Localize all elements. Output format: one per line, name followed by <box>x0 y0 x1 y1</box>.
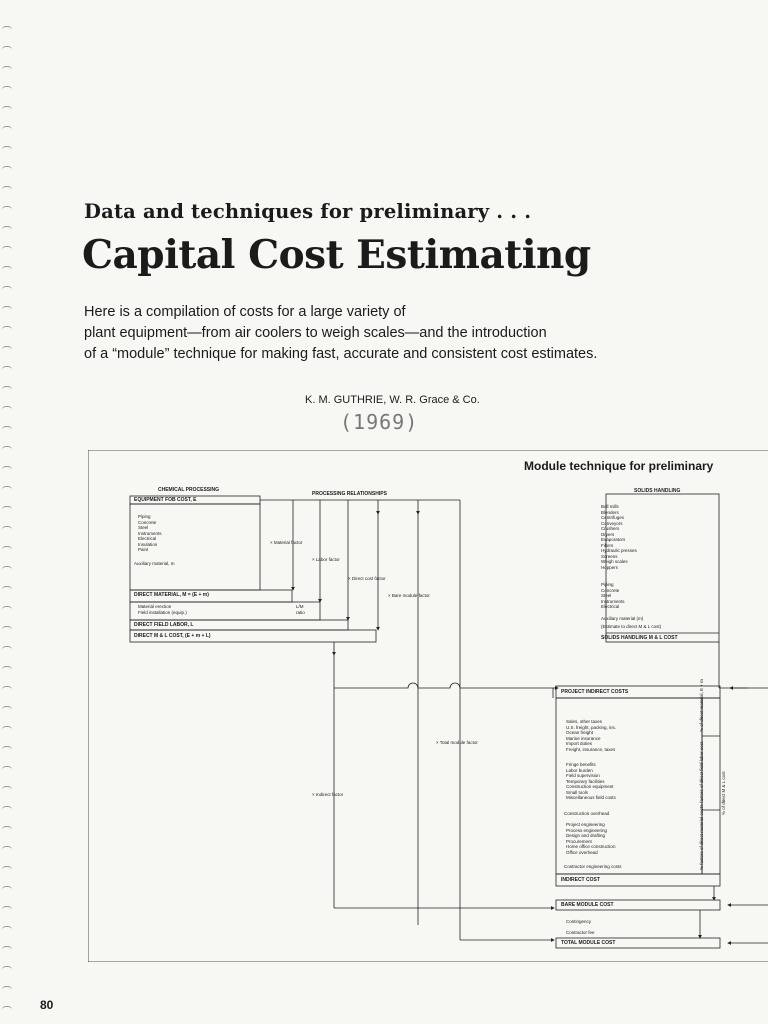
solids-item: Conveyors <box>601 520 623 526</box>
equipment-item: Instruments <box>138 530 162 536</box>
indirect-item: Temporary facilities <box>566 778 605 784</box>
indirect-item: Import duties <box>566 741 593 746</box>
indirect-item: Procurement <box>566 838 592 844</box>
article-title: Capital Cost Estimating <box>82 232 591 278</box>
intro-line: Here is a compilation of costs for a large variety of <box>84 304 406 320</box>
solids-item: Piping <box>601 582 614 587</box>
bare-module-factor-label: × Bare module factor <box>388 593 430 598</box>
solids-item: Evaporators <box>601 537 626 542</box>
solids-items-2 <box>601 582 625 610</box>
page-number: 80 <box>40 998 54 1012</box>
equipment-item: Concrete <box>138 519 157 525</box>
solids-item: Concrete <box>601 587 620 593</box>
indirect-item: Construction equipment <box>566 784 614 789</box>
indirect-group-3 <box>566 822 615 855</box>
indirect-item: Field supervision <box>566 773 600 778</box>
intro-line: of a “module” technique for making fast, accurate and consistent cost estimates. <box>84 346 598 362</box>
solids-items <box>601 504 637 570</box>
equipment-item: Steel <box>138 525 149 530</box>
bare-module-cost-label: BARE MODULE COST <box>561 902 614 908</box>
solids-item: Centrifuges <box>601 515 625 520</box>
contractor-fee-label: Contractor fee <box>566 930 595 935</box>
lm-ratio-line: L/M <box>296 604 304 609</box>
solids-estimate-label: (Estimate to direct M & L cost) <box>601 624 662 629</box>
indirect-item: Design and drafting <box>566 833 606 838</box>
auxiliary-material-label: Auxiliary material, m <box>134 561 175 566</box>
spiral-binding <box>0 0 18 1024</box>
indirect-item: Marine insurance <box>566 735 601 741</box>
article-kicker: Data and techniques for preliminary . . . <box>84 200 532 223</box>
article-authors: K. M. GUTHRIE, W. R. Grace & Co. <box>305 394 480 406</box>
handwritten-year: (1969) <box>340 410 419 434</box>
indirect-item: Project engineering <box>566 822 605 827</box>
equipment-item: Piping <box>138 514 151 519</box>
indirect-item: Freight, insurance, taxes <box>566 746 616 752</box>
solids-item: Steel <box>601 593 612 598</box>
intro-line: plant equipment—from air coolers to weigh scales—and the introduction <box>84 325 547 341</box>
direct-field-labor-label: DIRECT FIELD LABOR, L <box>134 622 194 628</box>
article-intro <box>84 302 704 365</box>
solids-item: Dryers <box>601 531 615 537</box>
equipment-item: Paint <box>138 547 149 552</box>
side-label: % factors of direct field labor cost <box>699 741 704 808</box>
solids-item: Electrical <box>601 604 620 609</box>
equipment-item: Insulation <box>138 541 158 547</box>
indirect-group-1 <box>566 719 616 752</box>
processing-relationships-heading: PROCESSING RELATIONSHIPS <box>312 491 387 497</box>
project-indirect-heading: PROJECT INDIRECT COSTS <box>561 689 629 695</box>
indirect-item: Sales, other taxes <box>566 719 603 724</box>
indirect-item: Ocean freight <box>566 730 594 735</box>
labor-factor-label: × Labor factor <box>312 557 340 562</box>
material-factor-label: × Material factor <box>270 540 303 545</box>
solids-item: Instruments <box>601 598 625 604</box>
indirect-item: Labor burden <box>566 767 593 773</box>
indirect-cost-label: INDIRECT COST <box>561 877 600 883</box>
module-technique-diagram <box>88 450 768 962</box>
solids-item: Hydraulic presses <box>601 548 637 553</box>
solids-item: Ball mills <box>601 504 619 509</box>
equipment-items <box>138 514 162 553</box>
indirect-group-2 <box>566 762 616 801</box>
solids-item: Hoppers <box>601 564 619 570</box>
total-module-factor-label: × Total module factor <box>436 740 478 745</box>
side-label: % factors of direct material cost <box>699 807 704 870</box>
solids-aux-label: Auxiliary material (m) <box>601 616 644 621</box>
indirect-factor-label: × Indirect factor <box>312 792 344 797</box>
equipment-item: Electrical <box>138 536 157 541</box>
solids-total-label: SOLIDS HANDLING M & L COST <box>601 635 678 641</box>
direct-cost-factor-label: × Direct cost factor <box>348 576 386 581</box>
direct-ml-cost-label: DIRECT M & L COST, (E + m + L) <box>134 633 211 639</box>
equipment-fob-label: EQUIPMENT FOB COST, E <box>134 497 197 503</box>
contractor-engineering-label: Contractor engineering costs <box>564 864 622 869</box>
indirect-item: U.S. freight, packing, ins. <box>566 724 617 730</box>
side-label: % of direct M & L cost <box>721 771 726 815</box>
total-module-cost-label: TOTAL MODULE COST <box>561 940 616 946</box>
direct-material-label: DIRECT MATERIAL, M = (E + m) <box>134 592 209 598</box>
contingency-label: Contingency <box>566 919 592 924</box>
solids-item: Screens <box>601 553 618 559</box>
erection-lines <box>138 604 187 615</box>
indirect-item: Home office construction <box>566 844 616 849</box>
erection-line: Material erection <box>138 604 172 609</box>
chemical-processing-heading: CHEMICAL PROCESSING <box>158 487 220 493</box>
solids-handling-heading: SOLIDS HANDLING <box>634 488 681 494</box>
lm-ratio <box>296 604 305 615</box>
solids-item: Weigh scales <box>601 559 628 564</box>
indirect-item: Small tools <box>566 789 589 795</box>
indirect-item: Fringe benefits <box>566 762 596 767</box>
construction-overhead-label: Construction overhead <box>564 811 610 816</box>
erection-line: Field installation (equip.) <box>138 609 187 615</box>
indirect-item: Office overhead <box>566 849 598 855</box>
indirect-item: Miscellaneous field costs <box>566 795 616 800</box>
side-label: % of direct material, E + m <box>699 679 704 732</box>
solids-item: Blenders <box>601 509 619 515</box>
solids-item: Filters <box>601 542 614 548</box>
lm-ratio-line: ratio <box>296 609 305 615</box>
diagram-title: Module technique for preliminary <box>524 459 714 473</box>
indirect-item: Process engineering <box>566 827 608 833</box>
solids-item: Crushers <box>601 526 620 531</box>
